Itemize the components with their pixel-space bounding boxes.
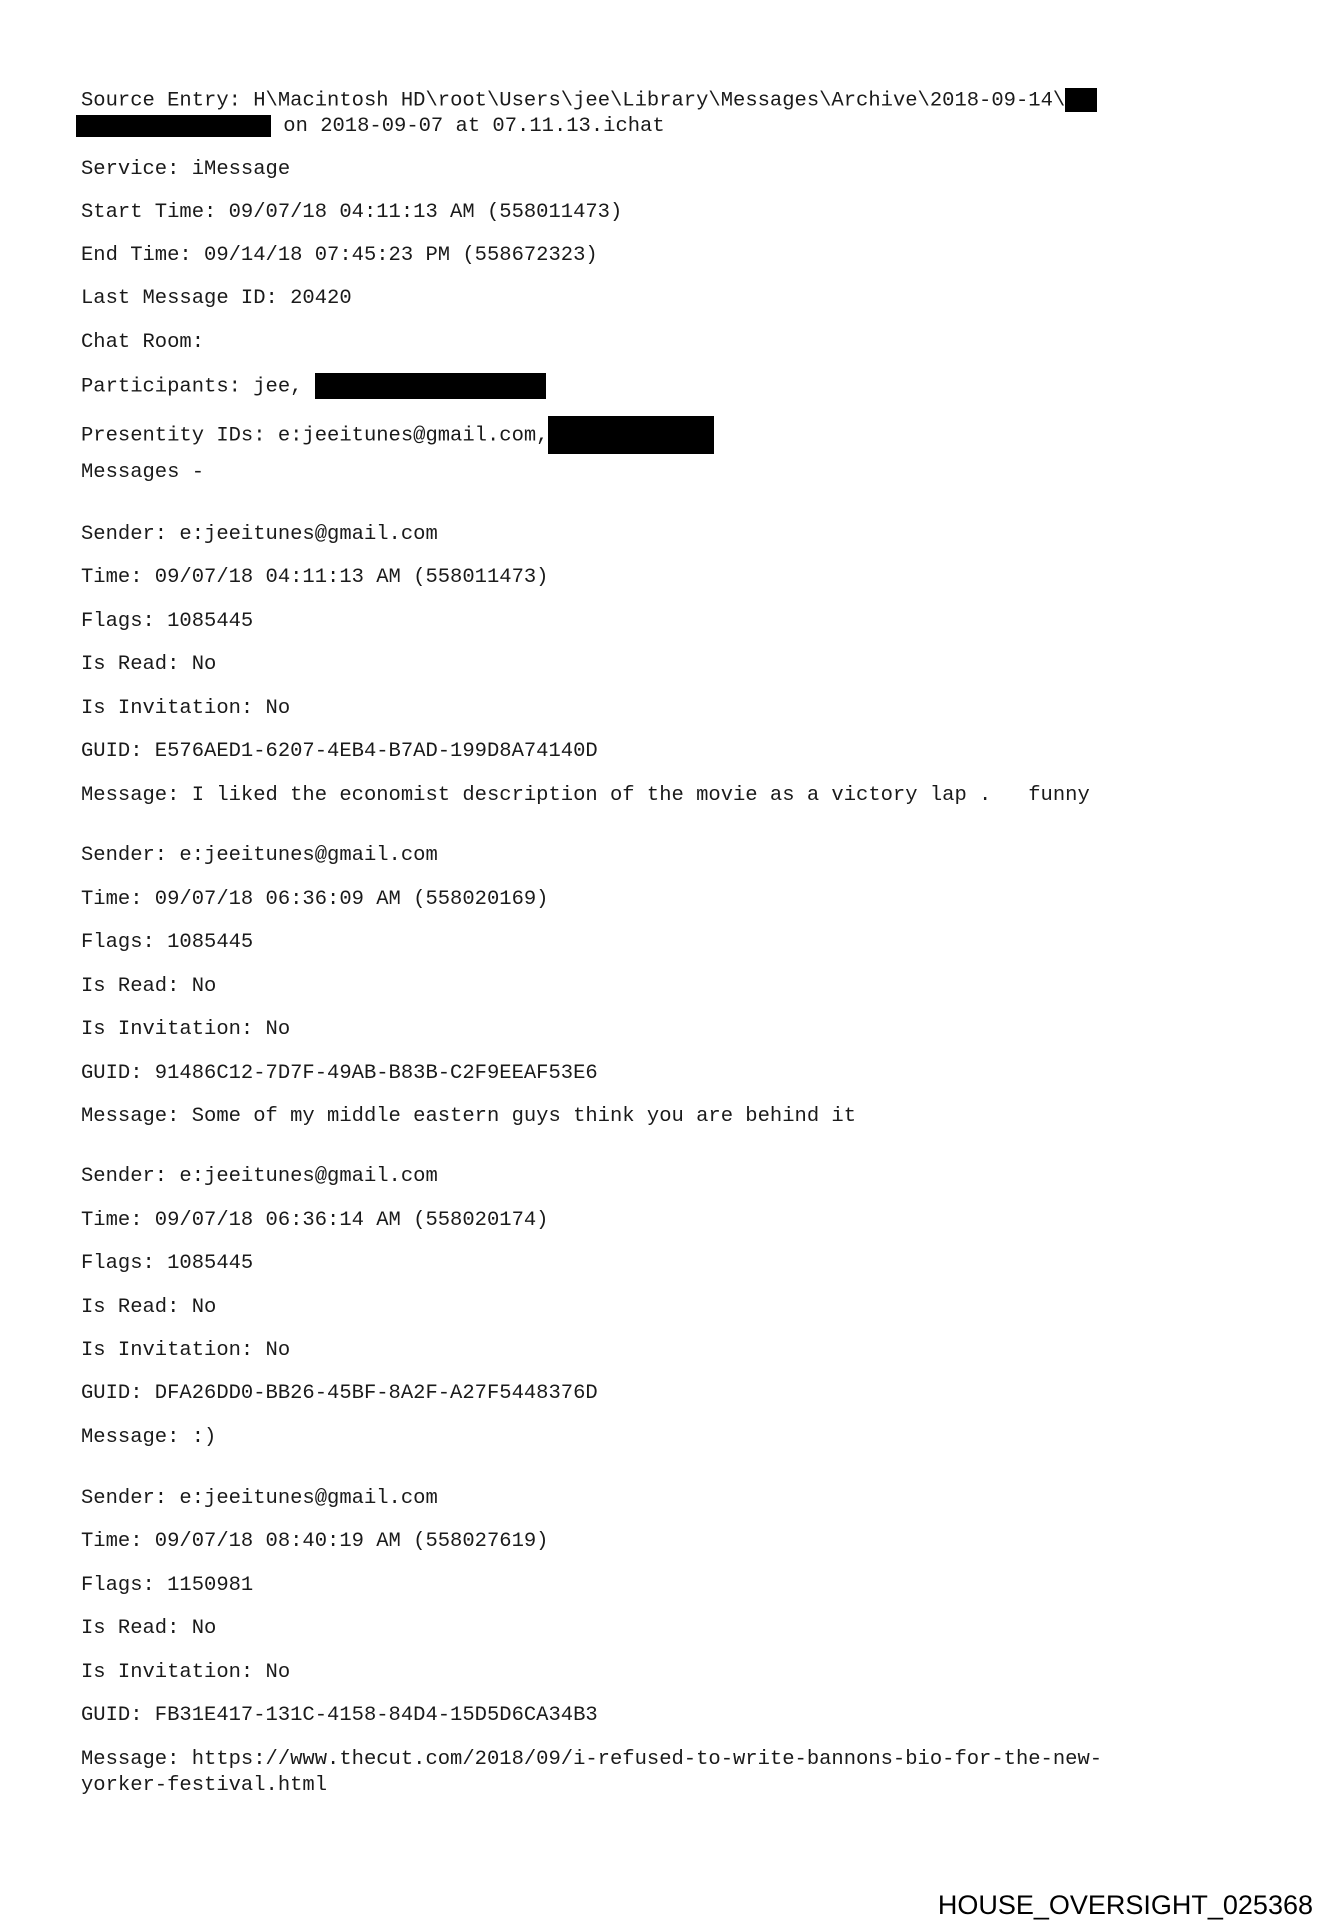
message-guid: GUID: E576AED1-6207-4EB4-B7AD-199D8A74140D xyxy=(81,740,598,763)
chat-room-line: Chat Room: xyxy=(81,331,205,354)
message-body: Message: https://www.thecut.com/2018/09/i-refused-to-write-bannons-bio-for-the-new- xyxy=(81,1748,1103,1771)
message-time: Time: 09/07/18 06:36:14 AM (558020174) xyxy=(81,1209,549,1232)
last-message-id-line: Last Message ID: 20420 xyxy=(81,287,352,310)
message-flags: Flags: 1085445 xyxy=(81,1252,254,1275)
message-sender: Sender: e:jeeitunes@gmail.com xyxy=(81,844,438,867)
start-time-line: Start Time: 09/07/18 04:11:13 AM (558011473) xyxy=(81,201,623,224)
message-body: Message: :) xyxy=(81,1426,217,1449)
message-body: Message: I liked the economist description of the movie as a victory lap . funny xyxy=(81,784,1090,807)
source-entry-suffix: on 2018-09-07 at 07.11.13.ichat xyxy=(271,115,665,138)
source-entry-path: H\Macintosh HD\root\Users\jee\Library\Messages\Archive\2018-09-14\ xyxy=(253,89,1066,113)
message-is-invitation: Is Invitation: No xyxy=(81,697,291,720)
source-entry-label: Source Entry: xyxy=(81,89,254,113)
bates-number: HOUSE_OVERSIGHT_025368 xyxy=(937,1890,1313,1920)
redaction-box xyxy=(76,115,271,137)
redaction-box xyxy=(1065,88,1097,112)
message-is-read: Is Read: No xyxy=(81,1296,217,1319)
message-body: Message: Some of my middle eastern guys think you are behind it xyxy=(81,1105,857,1128)
message-is-invitation: Is Invitation: No xyxy=(81,1661,291,1684)
message-sender: Sender: e:jeeitunes@gmail.com xyxy=(81,523,438,546)
participants-label: Participants: jee, xyxy=(81,375,315,399)
message-flags: Flags: 1085445 xyxy=(81,931,254,954)
service-line: Service: iMessage xyxy=(81,158,291,181)
message-sender: Sender: e:jeeitunes@gmail.com xyxy=(81,1165,438,1188)
message-is-read: Is Read: No xyxy=(81,653,217,676)
message-is-read: Is Read: No xyxy=(81,975,217,998)
message-is-invitation: Is Invitation: No xyxy=(81,1018,291,1041)
source-entry-line-2 xyxy=(76,114,665,140)
source-entry-line xyxy=(81,88,1097,114)
redaction-box xyxy=(315,373,546,399)
message-time: Time: 09/07/18 08:40:19 AM (558027619) xyxy=(81,1530,549,1553)
end-time-line: End Time: 09/14/18 07:45:23 PM (558672323) xyxy=(81,244,598,267)
message-body-continued: yorker-festival.html xyxy=(81,1774,328,1797)
message-time: Time: 09/07/18 04:11:13 AM (558011473) xyxy=(81,566,549,589)
message-time: Time: 09/07/18 06:36:09 AM (558020169) xyxy=(81,888,549,911)
message-is-read: Is Read: No xyxy=(81,1617,217,1640)
message-guid: GUID: FB31E417-131C-4158-84D4-15D5D6CA34B3 xyxy=(81,1704,598,1727)
message-is-invitation: Is Invitation: No xyxy=(81,1339,291,1362)
message-guid: GUID: DFA26DD0-BB26-45BF-8A2F-A27F5448376D xyxy=(81,1382,598,1405)
message-sender: Sender: e:jeeitunes@gmail.com xyxy=(81,1487,438,1510)
message-guid: GUID: 91486C12-7D7F-49AB-B83B-C2F9EEAF53E6 xyxy=(81,1062,598,1085)
presentity-ids-line xyxy=(81,416,714,454)
redaction-box xyxy=(548,416,714,454)
participants-line xyxy=(81,373,546,400)
message-flags: Flags: 1085445 xyxy=(81,610,254,633)
messages-label: Messages - xyxy=(81,461,205,484)
message-flags: Flags: 1150981 xyxy=(81,1574,254,1597)
presentity-ids-label: Presentity IDs: e:jeeitunes@gmail.com, xyxy=(81,424,549,448)
